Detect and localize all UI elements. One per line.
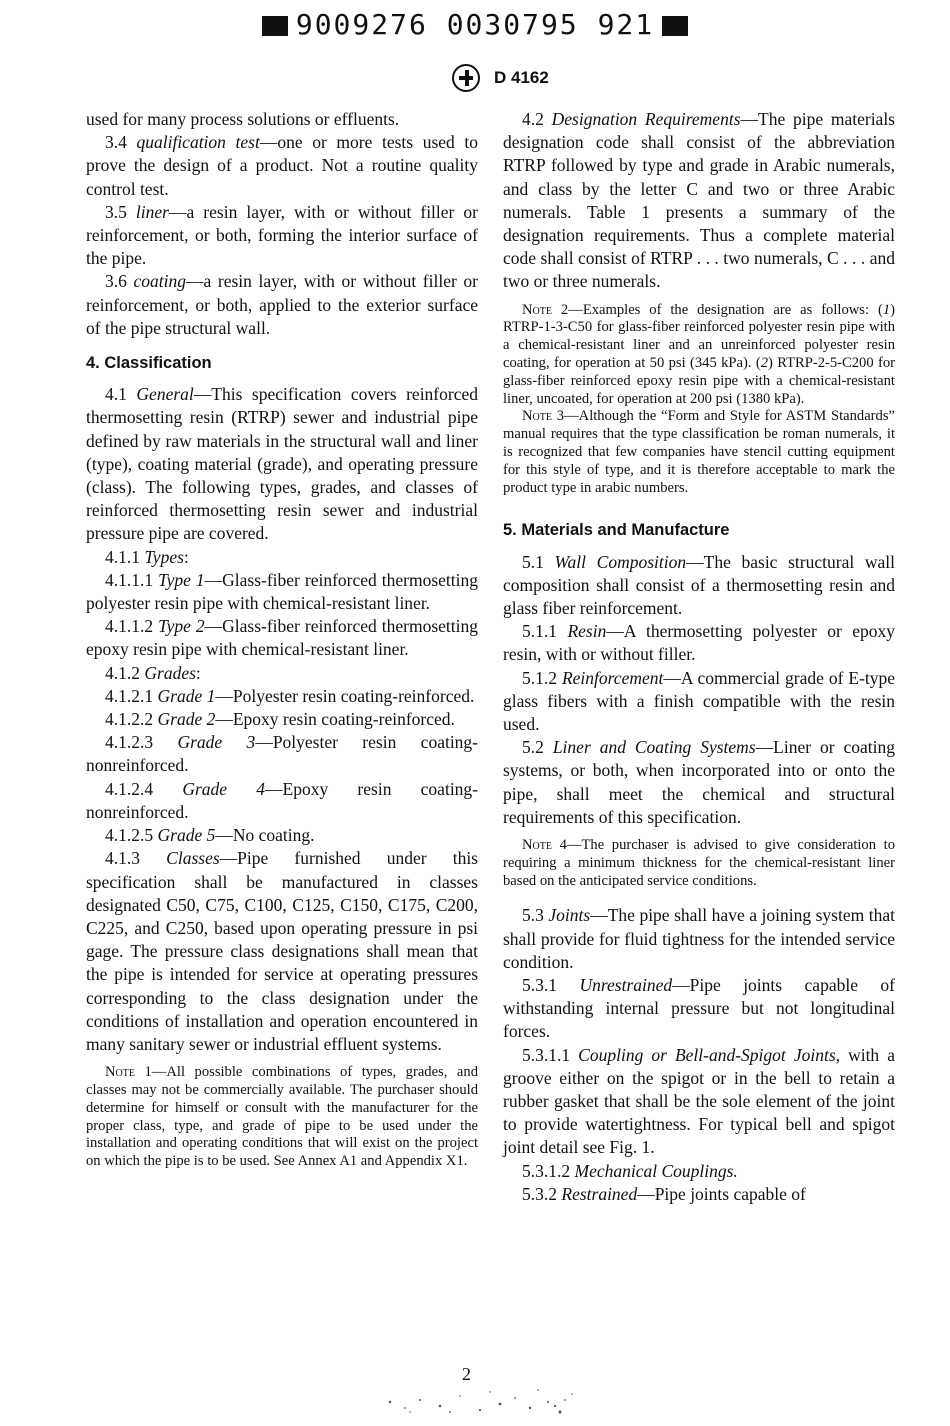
page-number: 2 [462,1364,471,1384]
section-5-1-2: 5.1.2 Reinforcement—A commercial grade of E-type glass fibers with a finish compatible with the resin used. [503,667,896,735]
section-4-1-2-4: 4.1.2.4 Grade 4—Epoxy resin coating-nonreinforced. [86,778,479,822]
section-5-3-1-2: 5.3.1.2 Mechanical Couplings. [522,1160,738,1181]
section-heading-classification: 4. Classification [86,354,212,373]
astm-logo-icon [452,64,480,92]
section-3-5: 3.5 liner—a resin layer, with or without filler or reinforcement, or both, forming the interior surface of the pipe. [86,201,478,269]
section-4-1-2-1: 4.1.2.1 Grade 1—Polyester resin coating-reinforced. [105,685,475,706]
black-bar-mark [662,16,688,36]
section-4-1-2: 4.1.2 Grades: [105,662,201,683]
section-5-1-1: 5.1.1 Resin—A thermosetting polyester or epoxy resin, with or without filler. [503,621,896,665]
section-4-1-1: 4.1.1 Types: [105,546,189,567]
section-4-1-2-3: 4.1.2.3 Grade 3—Polyester resin coating-nonreinforced. [86,732,479,776]
section-4-2: 4.2 Designation Requirements—The pipe materials designation code shall consist of the abbreviation RTRP followed by type and grade in Arabic numerals, and class by the letter C and two or three Arabic numerals. Table 1 presents a summary of the designation requirements. Thus a complete material code shall consist of RTRP . . . two numerals, C . . . and two or three numerals. [503,109,895,292]
designation-number: D 4162 [494,68,549,87]
section-4-1-1-2: 4.1.1.2 Type 2—Glass-fiber reinforced thermosetting epoxy resin pipe with chemical-resistant liner. [86,616,479,660]
section-4-1-3: 4.1.3 Classes—Pipe furnished under this specification shall be manufactured in classes designated C50, C75, C100, C125, C150, C175, C200, C225, and C250, based upon operating pressure in psi gage. The pressure class designations shall mean that the pipe is intended for service at operating pressures corresponding to the class designation under the conditions of installation and operation encountered in many sanitary sewer or industrial effluent systems. [86,848,478,1054]
paragraph: used for many process solutions or effluents. [86,109,400,129]
scan-speckle-noise [350,1382,610,1418]
scan-header [0,8,950,41]
section-5-3: 5.3 Joints—The pipe shall have a joining system that shall provide for fluid tightness for the intended service condition. [503,905,895,972]
section-3-6: 3.6 coating—a resin layer, with or without filler or reinforcement, or both, applied to the exterior surface of the pipe structural wall. [86,271,479,338]
note-1: Note 1—All possible combinations of types, grades, and classes may not be commercially available. The purchaser should determine for himself or consult with the manufacturer for the proper class, type, and grade of pipe to be used under the installation and operating conditions that will exist on the project on which the pipe is to be used. See Annex A1 and Appendix X1. [86,1064,478,1170]
black-bar-mark [262,16,288,36]
scan-code: 9009276 0030795 921 [295,8,655,41]
section-5-2: 5.2 Liner and Coating Systems—Liner or coating systems, or both, when incorporated into or onto the pipe, shall meet the chemical and structural requirements of this specification. [503,737,896,827]
left-column [86,108,478,1171]
section-5-3-2: 5.3.2 Restrained—Pipe joints capable of [522,1183,806,1204]
standard-designation [452,64,549,92]
note-2: Note 2—Examples of the designation are as follows: (1) RTRP-1-3-C50 for glass-fiber reinforced polyester resin pipe with a chemical-resistant liner and an unreinforced polyester resin coating, for operation at 50 psi (345 kPa). (2) RTRP-2-5-C200 for glass-fiber reinforced epoxy resin pipe with a chemical-resistant liner, uncoated, for operation at 200 psi (1380 kPa). [503,301,895,407]
note-4: Note 4—The purchaser is advised to give consideration to requiring a minimum thickness for the chemical-resistant liner based on the anticipated service conditions. [503,837,895,889]
right-column [503,108,895,1206]
section-5-3-1: 5.3.1 Unrestrained—Pipe joints capable of withstanding internal pressure but not longitudinal forces. [503,975,895,1042]
section-4-1-2-5: 4.1.2.5 Grade 5—No coating. [105,825,315,846]
section-4-1: 4.1 General—This specification covers reinforced thermosetting resin (RTRP) sewer and industrial pipe defined by raw materials in the structural wall and liner (type), coating material (grade), and operating pressure (class). The following types, grades, and classes of reinforced thermosetting resin sewer and industrial pressure pipe are covered. [86,384,478,544]
section-heading-materials: 5. Materials and Manufacture [503,521,730,540]
section-4-1-2-2: 4.1.2.2 Grade 2—Epoxy resin coating-reinforced. [105,709,455,730]
section-5-1: 5.1 Wall Composition—The basic structural wall composition shall consist of a thermosetting resin and glass fiber reinforcement. [503,551,896,618]
section-3-4: 3.4 qualification test—one or more tests used to prove the design of a product. Not a routine quality control test. [86,132,478,199]
note-3: Note 3—Although the “Form and Style for ASTM Standards” manual requires that the type classification be roman numerals, it is recognized that few companies have stencil cutting equipment for this style of type, and it is therefore acceptable to mark the product type in arabic numbers. [503,408,895,496]
section-5-3-1-1: 5.3.1.1 Coupling or Bell-and-Spigot Joints, with a groove either on the spigot or in the bell to retain a rubber gasket that shall be the sole element of the joint to provide watertightness. For typical bell and spigot joint detail see Fig. 1. [503,1044,895,1158]
section-4-1-1-1: 4.1.1.1 Type 1—Glass-fiber reinforced thermosetting polyester resin pipe with chemical-resistant liner. [86,569,479,614]
